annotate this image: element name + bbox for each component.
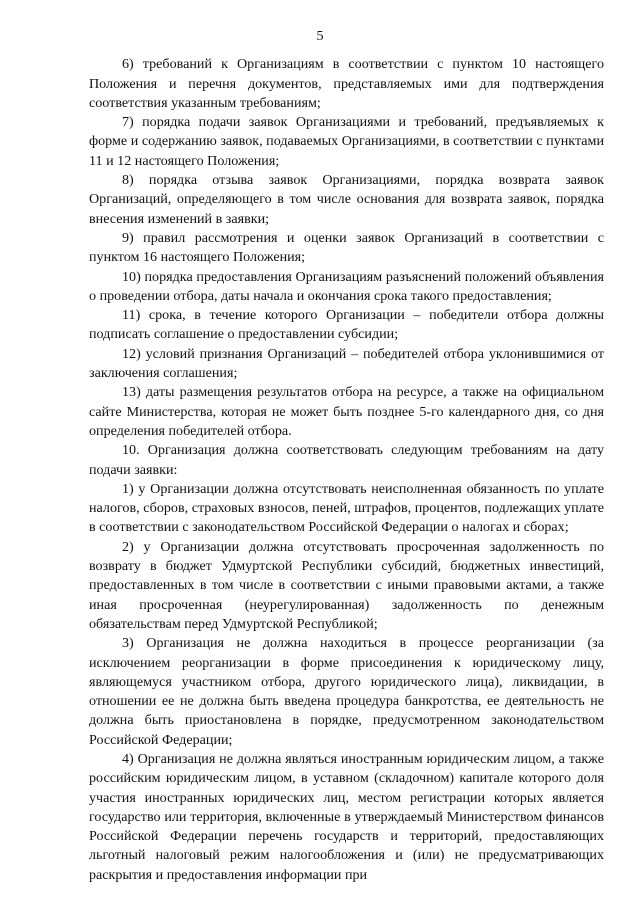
paragraph: 12) условий признания Организаций – победителей отбора уклонившимися от заключения соглашения; bbox=[89, 345, 604, 382]
paragraph: 11) срока, в течение которого Организации – победители отбора должны подписать соглашение о предоставлении субсидии; bbox=[89, 307, 604, 343]
paragraph: 10) порядка предоставления Организациям разъяснений положений объявления о проведении отбора, даты начала и окончания срока такого предоставления; bbox=[89, 268, 604, 304]
paragraph: 9) правил рассмотрения и оценки заявок Организаций в соответствии с пунктом 16 настоящего Положения; bbox=[89, 229, 604, 266]
paragraph: 4) Организация не должна являться иностранным юридическим лицом, а также российским юридическим лицом, в уставном (складочном) капитале которого доля участия иностранных юридических лиц, местом регистрации которых является государство или территория, включенные в утверждаемый Министерством финансов Российской Федерации перечень государств и территорий, предоставляющих льготный налоговый режим налогообложения и (или) не предусматривающих раскрытия и предоставления информации при bbox=[89, 750, 604, 883]
paragraph: 10. Организация должна соответствовать следующим требованиям на дату подачи заявки: bbox=[89, 442, 604, 478]
paragraph: 13) даты размещения результатов отбора на ресурсе, а также на официальном сайте Министерства, которая не может быть позднее 5-го календарного дня, со дня определения победителей отбора. bbox=[89, 384, 604, 439]
paragraph: 7) порядка подачи заявок Организациями и требований, предъявляемых к форме и содержанию заявок, подаваемых Организациями, в соответствии с пунктами 11 и 12 настоящего Положения; bbox=[89, 114, 604, 169]
page-number: 5 bbox=[316, 28, 324, 44]
paragraph: 3) Организация не должна находиться в процессе реорганизации (за исключением реорганизации в форме присоединения к юридическому лицу, являющемуся участником отбора, другого юридического лица), ликвидации, в отношении ее не должна быть введена процедура банкротства, ее деятельность не должна быть приостановлена в порядке, предусмотренном законодательством Российской Федерации; bbox=[89, 635, 604, 748]
paragraph: 8) порядка отзыва заявок Организациями, порядка возврата заявок Организаций, определяющего в том числе основания для возврата заявок, порядка внесения изменений в заявки; bbox=[89, 172, 604, 227]
paragraph: 6) требований к Организациям в соответствии с пунктом 10 настоящего Положения и перечня документов, представляемых ими для подтверждения соответствия указанным требованиям; bbox=[89, 56, 604, 111]
paragraph: 1) у Организации должна отсутствовать неисполненная обязанность по уплате налогов, сборов, страховых взносов, пеней, штрафов, процентов, подлежащих уплате в соответствии с законодательством Российской Федерации о налогах и сборах; bbox=[89, 480, 604, 536]
paragraph: 2) у Организации должна отсутствовать просроченная задолженность по возврату в бюджет Удмуртской Республики субсидий, бюджетных инвестиций, предоставленных в том числе в соответствии с иными правовыми актами, а также иная просроченная (неурегулированная) задолженность по денежным обязательствам перед Удмуртской Республикой; bbox=[89, 538, 604, 632]
